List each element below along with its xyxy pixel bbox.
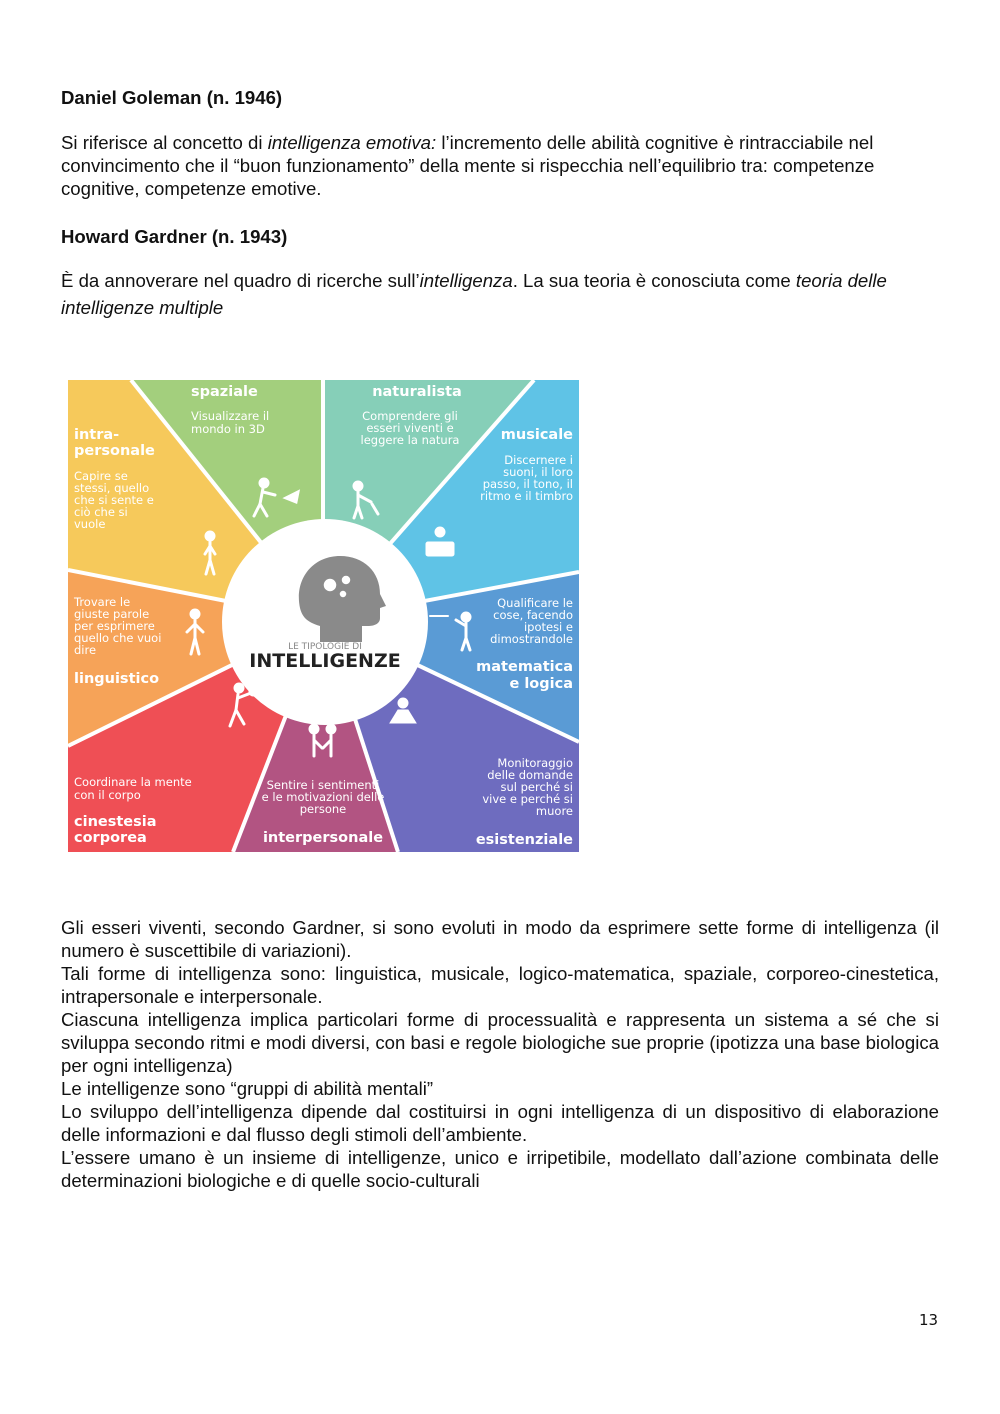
title-naturalista: naturalista (372, 384, 462, 400)
title-matematica: matematica e logica (476, 659, 573, 692)
desc-naturalista: Comprendere gli esseri viventi e leggere la natura (360, 409, 460, 447)
page-number: 13 (919, 1311, 939, 1329)
center-title: INTELLIGENZE (249, 650, 401, 672)
gardner-text-a: È da annoverare nel quadro di ricerche sull’ (61, 270, 420, 291)
intelligence-types-infographic (68, 380, 579, 852)
desc-spaziale: Visualizzare il mondo in 3D (191, 409, 270, 436)
desc-linguistico: Trovare le giuste parole per esprimere quello che vuoi dire (74, 595, 162, 657)
title-esistenziale: esistenziale (475, 832, 573, 848)
title-interpersonale: interpersonale (262, 830, 384, 846)
title-intrapersonale: intra-personale (74, 427, 155, 459)
gardner-paragraph (61, 267, 939, 321)
gardner-term: intelligenza (419, 270, 513, 291)
desc-matematica: Qualificare le cose, facendo ipotesi e dimostrandole (490, 596, 573, 646)
body-paragraph-3: Ciascuna intelligenza implica particolari forme di processualità e rappresenta un sistema a sé che si sviluppa secondo ritmi e modi diversi, con basi e regole biologiche sue proprie (ipotizza una base biologica per ogni intelligenza) (61, 1009, 939, 1076)
goleman-heading: Daniel Goleman (n. 1946) (61, 87, 283, 108)
goleman-text-b: l’incremento delle abilità cognitive è rintracciabile nel convincimento che il “buon funzionamento” della mente si rispecchia nell’equilibrio tra: competenze cognitive, competenze emotive. (61, 132, 875, 199)
desc-interpersonale: Sentire i sentimenti e le motivazioni delle persone (261, 778, 385, 816)
desc-esistenziale: Monitoraggio delle domande sul perché si vive e perché si muore (482, 756, 573, 818)
desc-cinestesia: Coordinare la mente con il corpo (74, 775, 192, 802)
goleman-paragraph (61, 131, 939, 200)
title-cinestesia: cinestesia corporea (74, 814, 157, 846)
body-paragraph-4: Le intelligenze sono “gruppi di abilità mentali” (61, 1078, 434, 1099)
gardner-text-b: . La sua teoria è conosciuta come (512, 270, 796, 291)
body-text (61, 916, 939, 1192)
title-linguistico: linguistico (74, 671, 160, 687)
goleman-term: intelligenza emotiva: (267, 132, 437, 153)
gardner-theory: teoria delle intelligenze multiple (61, 270, 887, 318)
title-musicale: musicale (500, 427, 573, 443)
title-spaziale: spaziale (191, 384, 258, 400)
goleman-text-a: Si riferisce al concetto di (61, 132, 268, 153)
body-paragraph-5: Lo sviluppo dell’intelligenza dipende dal costituirsi in ogni intelligenza di un dispositivo di elaborazione delle informazioni e dal flusso degli stimoli dell’ambiente. (61, 1101, 939, 1145)
body-paragraph-1: Gli esseri viventi, secondo Gardner, si sono evoluti in modo da esprimere sette forme di intelligenza (il numero è suscettibile di variazioni). (61, 917, 939, 961)
body-paragraph-6: L’essere umano è un insieme di intelligenze, unico e irripetibile, modellato dall’azione combinata delle determinazioni biologiche e di quelle socio-culturali (61, 1147, 939, 1191)
desc-musicale: Discernere i suoni, il loro passo, il tono, il ritmo e il timbro (480, 453, 573, 503)
body-paragraph-2: Tali forme di intelligenza sono: linguistica, musicale, logico-matematica, spaziale, corporeo-cinestetica, intrapersonale e interpersonale. (61, 963, 939, 1007)
center-subtitle: LE TIPOLOGIE DI (288, 642, 362, 652)
gardner-heading: Howard Gardner (n. 1943) (61, 226, 288, 247)
desc-intrapersonale: Capire se stessi, quello che si sente e ciò che si vuole (74, 469, 154, 531)
